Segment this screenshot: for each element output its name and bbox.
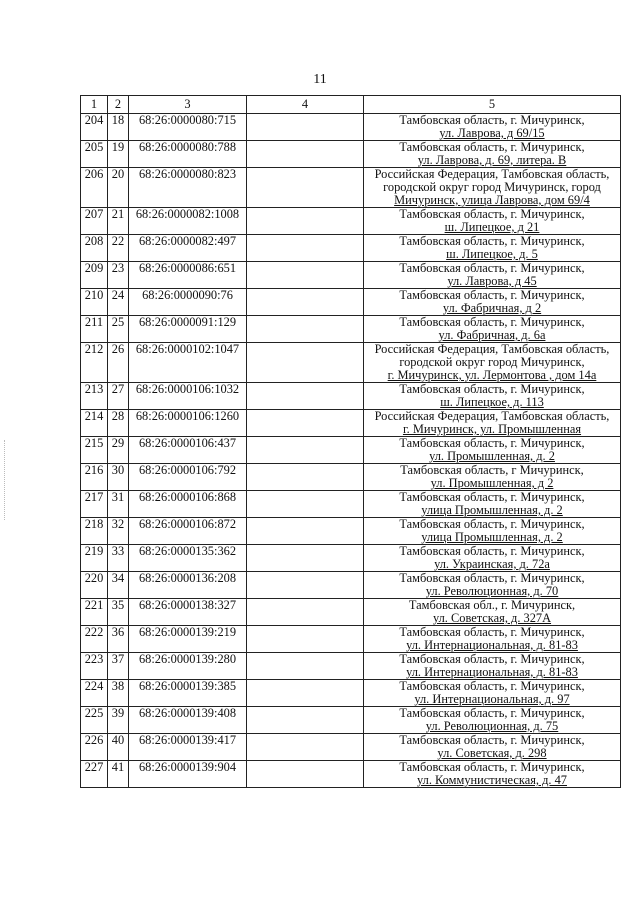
column-4-cell <box>247 599 364 626</box>
address-line: г. Мичуринск, ул. Лермонтова , дом 14а <box>387 368 597 382</box>
cadastral-number: 68:26:0000080:823 <box>129 168 247 208</box>
page-number: 11 <box>313 72 327 87</box>
address-line: ул. Коммунистическая, д. 47 <box>417 773 567 787</box>
address-line: Тамбовская область, г. Мичуринск, <box>399 733 585 747</box>
row-number: 211 <box>81 316 108 343</box>
address-cell <box>364 235 621 262</box>
address-cell <box>364 626 621 653</box>
column-4-cell <box>247 464 364 491</box>
column-4-cell <box>247 141 364 168</box>
table-row <box>81 114 621 141</box>
cadastral-number: 68:26:0000136:208 <box>129 572 247 599</box>
row-number: 212 <box>81 343 108 383</box>
table-row <box>81 734 621 761</box>
cadastral-number: 68:26:0000106:872 <box>129 518 247 545</box>
item-number: 39 <box>108 707 129 734</box>
address-line: ш. Липецкое, д 21 <box>444 220 540 234</box>
column-4-cell <box>247 289 364 316</box>
address-line: улица Промышленная, д. 2 <box>421 530 563 544</box>
column-4-cell <box>247 343 364 383</box>
address-line: ул. Лаврова, д 69/15 <box>439 126 545 140</box>
cadastral-number: 68:26:0000139:904 <box>129 761 247 788</box>
item-number: 19 <box>108 141 129 168</box>
address-line: Тамбовская область, г. Мичуринск, <box>399 679 585 693</box>
column-4-cell <box>247 680 364 707</box>
address-line: Тамбовская область, г. Мичуринск, <box>399 288 585 302</box>
cadastral-number: 68:26:0000139:385 <box>129 680 247 707</box>
item-number: 24 <box>108 289 129 316</box>
address-line: ул. Советская, д. 327А <box>432 611 552 625</box>
item-number: 33 <box>108 545 129 572</box>
address-line: Тамбовская область, г Мичуринск, <box>400 463 584 477</box>
address-cell <box>364 572 621 599</box>
column-4-cell <box>247 383 364 410</box>
address-line: Тамбовская область, г. Мичуринск, <box>399 706 585 720</box>
address-line: Тамбовская обл., г. Мичуринск, <box>408 598 576 612</box>
table-row <box>81 680 621 707</box>
table-row <box>81 437 621 464</box>
address-line: ул. Промышленная, д 2 <box>430 476 554 490</box>
item-number: 35 <box>108 599 129 626</box>
column-4-cell <box>247 410 364 437</box>
address-line: Тамбовская область, г. Мичуринск, <box>399 652 585 666</box>
column-4-cell <box>247 491 364 518</box>
address-line: Тамбовская область, г. Мичуринск, <box>399 571 585 585</box>
address-line: Тамбовская область, г. Мичуринск, <box>399 140 585 154</box>
column-4-cell <box>247 545 364 572</box>
table-row <box>81 626 621 653</box>
margin-mark <box>4 440 7 520</box>
column-4-cell <box>247 208 364 235</box>
cadastral-number: 68:26:0000138:327 <box>129 599 247 626</box>
address-cell <box>364 464 621 491</box>
address-line: Тамбовская область, г. Мичуринск, <box>399 490 585 504</box>
item-number: 41 <box>108 761 129 788</box>
address-line: Тамбовская область, г. Мичуринск, <box>399 544 585 558</box>
cadastral-number: 68:26:0000082:1008 <box>129 208 247 235</box>
address-cell <box>364 383 621 410</box>
address-line: ул. Фабричная, д 2 <box>442 301 542 315</box>
column-4-cell <box>247 168 364 208</box>
table-row <box>81 410 621 437</box>
table-row <box>81 464 621 491</box>
item-number: 22 <box>108 235 129 262</box>
item-number: 26 <box>108 343 129 383</box>
address-line: ул. Революционная, д. 75 <box>425 719 559 733</box>
address-line: ул. Фабричная, д. 6а <box>438 328 546 342</box>
address-line: ул. Интернациональная, д. 81-83 <box>406 638 578 652</box>
cadastral-number: 68:26:0000135:362 <box>129 545 247 572</box>
header-col-4: 4 <box>247 96 364 114</box>
column-4-cell <box>247 437 364 464</box>
table-row <box>81 262 621 289</box>
row-number: 205 <box>81 141 108 168</box>
address-cell <box>364 518 621 545</box>
address-cell <box>364 114 621 141</box>
table-row <box>81 141 621 168</box>
registry-table <box>80 95 621 788</box>
table-row <box>81 545 621 572</box>
header-col-3: 3 <box>129 96 247 114</box>
cadastral-number: 68:26:0000139:408 <box>129 707 247 734</box>
table-row <box>81 572 621 599</box>
row-number: 216 <box>81 464 108 491</box>
cadastral-number: 68:26:0000139:219 <box>129 626 247 653</box>
row-number: 209 <box>81 262 108 289</box>
address-line: городской округ город Мичуринск, город <box>383 180 601 194</box>
cadastral-number: 68:26:0000139:417 <box>129 734 247 761</box>
table-row <box>81 491 621 518</box>
address-line: Тамбовская область, г. Мичуринск, <box>399 113 585 127</box>
address-line: Тамбовская область, г. Мичуринск, <box>399 234 585 248</box>
row-number: 218 <box>81 518 108 545</box>
cadastral-number: 68:26:0000106:437 <box>129 437 247 464</box>
address-cell <box>364 761 621 788</box>
address-line: Мичуринск, улица Лаврова, дом 69/4 <box>394 193 590 207</box>
address-cell <box>364 653 621 680</box>
address-cell <box>364 262 621 289</box>
address-line: Тамбовская область, г. Мичуринск, <box>399 315 585 329</box>
address-cell <box>364 289 621 316</box>
address-cell <box>364 208 621 235</box>
address-line: Тамбовская область, г. Мичуринск, <box>399 517 585 531</box>
address-cell <box>364 343 621 383</box>
item-number: 29 <box>108 437 129 464</box>
item-number: 27 <box>108 383 129 410</box>
table-row <box>81 316 621 343</box>
item-number: 31 <box>108 491 129 518</box>
row-number: 206 <box>81 168 108 208</box>
cadastral-number: 68:26:0000102:1047 <box>129 343 247 383</box>
table-row <box>81 289 621 316</box>
row-number: 221 <box>81 599 108 626</box>
address-line: ул. Интернациональная, д. 97 <box>414 692 570 706</box>
column-4-cell <box>247 235 364 262</box>
address-line: ул. Промышленная, д. 2 <box>429 449 555 463</box>
cadastral-number: 68:26:0000091:129 <box>129 316 247 343</box>
column-4-cell <box>247 262 364 289</box>
column-4-cell <box>247 761 364 788</box>
row-number: 204 <box>81 114 108 141</box>
row-number: 225 <box>81 707 108 734</box>
item-number: 18 <box>108 114 129 141</box>
item-number: 36 <box>108 626 129 653</box>
cadastral-number: 68:26:0000082:497 <box>129 235 247 262</box>
column-4-cell <box>247 572 364 599</box>
row-number: 219 <box>81 545 108 572</box>
cadastral-number: 68:26:0000080:788 <box>129 141 247 168</box>
table-row <box>81 707 621 734</box>
table-row <box>81 168 621 208</box>
row-number: 208 <box>81 235 108 262</box>
address-line: ул. Лаврова, д. 69, литера. В <box>417 153 567 167</box>
header-row <box>81 96 621 114</box>
address-line: Тамбовская область, г. Мичуринск, <box>399 625 585 639</box>
address-line: Российская Федерация, Тамбовская область, <box>374 167 610 181</box>
address-line: г. Мичуринск, ул. Промышленная <box>402 422 582 436</box>
item-number: 23 <box>108 262 129 289</box>
address-line: ш. Липецкое, д. 5 <box>446 247 538 261</box>
address-line: Российская Федерация, Тамбовская область, <box>374 409 610 423</box>
address-cell <box>364 707 621 734</box>
row-number: 215 <box>81 437 108 464</box>
address-line: Тамбовская область, г. Мичуринск, <box>399 207 585 221</box>
table-row <box>81 761 621 788</box>
item-number: 25 <box>108 316 129 343</box>
header-col-5: 5 <box>364 96 621 114</box>
cadastral-number: 68:26:0000106:792 <box>129 464 247 491</box>
address-cell <box>364 545 621 572</box>
address-line: ул. Советская, д. 298 <box>437 746 547 760</box>
address-line: городской округ город Мичуринск, <box>399 355 585 369</box>
column-4-cell <box>247 734 364 761</box>
address-cell <box>364 491 621 518</box>
column-4-cell <box>247 518 364 545</box>
header-col-1: 1 <box>81 96 108 114</box>
column-4-cell <box>247 707 364 734</box>
table-row <box>81 518 621 545</box>
item-number: 21 <box>108 208 129 235</box>
table-row <box>81 383 621 410</box>
cadastral-number: 68:26:0000090:76 <box>129 289 247 316</box>
table-row <box>81 653 621 680</box>
table-row <box>81 343 621 383</box>
cadastral-number: 68:26:0000139:280 <box>129 653 247 680</box>
column-4-cell <box>247 653 364 680</box>
address-line: ш. Липецкое, д. 113 <box>440 395 544 409</box>
row-number: 226 <box>81 734 108 761</box>
address-cell <box>364 316 621 343</box>
row-number: 217 <box>81 491 108 518</box>
address-line: Тамбовская область, г. Мичуринск, <box>399 760 585 774</box>
item-number: 40 <box>108 734 129 761</box>
item-number: 38 <box>108 680 129 707</box>
table-row <box>81 599 621 626</box>
address-line: ул. Интернациональная, д. 81-83 <box>406 665 578 679</box>
address-cell <box>364 734 621 761</box>
cadastral-number: 68:26:0000080:715 <box>129 114 247 141</box>
row-number: 227 <box>81 761 108 788</box>
address-line: Российская Федерация, Тамбовская область, <box>374 342 610 356</box>
row-number: 223 <box>81 653 108 680</box>
header-col-2: 2 <box>108 96 129 114</box>
cadastral-number: 68:26:0000106:1260 <box>129 410 247 437</box>
address-cell <box>364 437 621 464</box>
row-number: 220 <box>81 572 108 599</box>
row-number: 222 <box>81 626 108 653</box>
address-line: ул. Революционная, д. 70 <box>425 584 559 598</box>
item-number: 37 <box>108 653 129 680</box>
row-number: 210 <box>81 289 108 316</box>
item-number: 28 <box>108 410 129 437</box>
row-number: 214 <box>81 410 108 437</box>
address-line: Тамбовская область, г. Мичуринск, <box>399 436 585 450</box>
column-4-cell <box>247 316 364 343</box>
cadastral-number: 68:26:0000106:1032 <box>129 383 247 410</box>
row-number: 224 <box>81 680 108 707</box>
address-line: Тамбовская область, г. Мичуринск, <box>399 382 585 396</box>
item-number: 20 <box>108 168 129 208</box>
item-number: 34 <box>108 572 129 599</box>
cadastral-number: 68:26:0000106:868 <box>129 491 247 518</box>
column-4-cell <box>247 114 364 141</box>
row-number: 213 <box>81 383 108 410</box>
address-line: ул. Украинская, д. 72а <box>434 557 550 571</box>
address-line: улица Промышленная, д. 2 <box>421 503 563 517</box>
item-number: 32 <box>108 518 129 545</box>
column-4-cell <box>247 626 364 653</box>
address-cell <box>364 599 621 626</box>
table-row <box>81 208 621 235</box>
address-cell <box>364 168 621 208</box>
address-cell <box>364 410 621 437</box>
address-line: ул. Лаврова, д 45 <box>447 274 537 288</box>
row-number: 207 <box>81 208 108 235</box>
address-cell <box>364 141 621 168</box>
item-number: 30 <box>108 464 129 491</box>
address-cell <box>364 680 621 707</box>
cadastral-number: 68:26:0000086:651 <box>129 262 247 289</box>
table-row <box>81 235 621 262</box>
address-line: Тамбовская область, г. Мичуринск, <box>399 261 585 275</box>
